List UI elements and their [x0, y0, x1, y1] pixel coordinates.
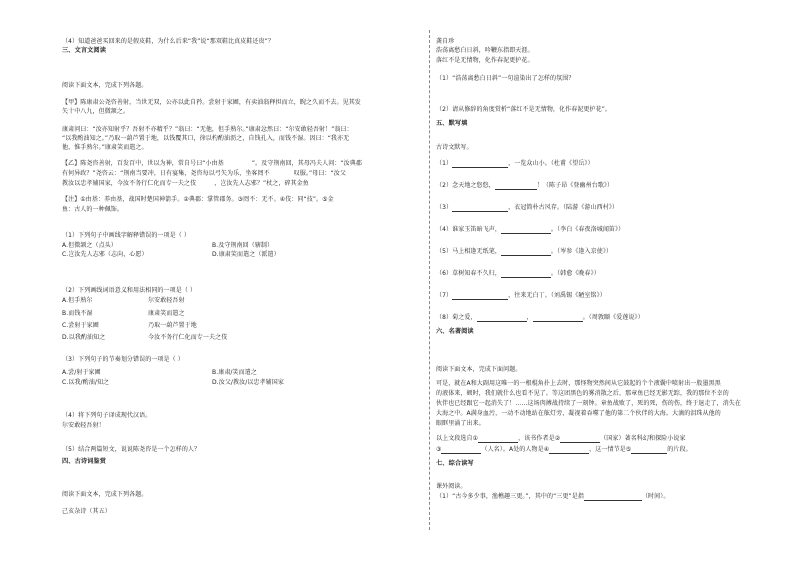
- recite-3-suffix: ，衣冠简朴古风存。（陆游《游山西村》）: [508, 204, 619, 211]
- recite-item-7: [436, 292, 606, 300]
- question-3: （3）下列句子的节奏划分错误的一项是（ ）: [62, 356, 184, 363]
- fill-blank-1[interactable]: [478, 435, 518, 443]
- text-yi-2a: 有何异政？”尧咨云：“荆南当要冲，日有宴集，尧咨每以弓矢为乐，坐客罔不: [62, 170, 270, 177]
- text-yi-3b: ，岂汝先人志邪？”杖之，碎其金鱼: [214, 180, 309, 187]
- cq1-suffix: （时间）。: [641, 493, 670, 500]
- poem-question-1: （1）“浩荡离愁白日斜”一句渲染出了怎样的氛围？: [436, 75, 575, 82]
- q1-option-a: A.但微颔之（点头）: [62, 242, 117, 249]
- q1-option-c: C.岂汝先人志邪（志向，心愿）: [62, 251, 148, 258]
- section-6-intro: 阅读下面文本，完成下面问题。: [436, 366, 522, 373]
- fill-blank-4[interactable]: [549, 446, 589, 454]
- recite-8-prefix: （8）菊之爱，: [436, 314, 477, 321]
- poem-line-2: 落红不是无情物，化作春泥更护花。: [436, 57, 534, 64]
- q3-option-b: B.康肃/笑而遣之: [212, 369, 257, 376]
- recite-1-prefix: （1）: [436, 160, 453, 167]
- recite-7-blank[interactable]: [452, 292, 508, 300]
- recite-2-blank[interactable]: [495, 182, 537, 190]
- text-yi-2b: 叹服。”母曰：“汝父: [293, 170, 346, 177]
- recite-5-prefix: （5）马上相逢无纸笔，: [436, 248, 501, 255]
- question-4: （4）将下列句子译成现代汉语。: [62, 412, 152, 419]
- recite-6-prefix: （6）草树知春不久归，: [436, 270, 501, 277]
- recite-1-blank[interactable]: [452, 160, 508, 168]
- recite-2-suffix: ！（陈子昂《登幽州台歌》）: [536, 182, 614, 189]
- section-5-intro: 古诗文默写。: [436, 144, 473, 151]
- q1-option-b: B.及守荆南回（辖制）: [212, 242, 274, 249]
- recite-item-3: [436, 204, 618, 212]
- column-divider: [429, 30, 430, 530]
- recite-8-blank-1[interactable]: [477, 314, 527, 322]
- passage-line-5: 眼眶里涌了出来。: [436, 420, 485, 427]
- recite-3-blank[interactable]: [452, 204, 508, 212]
- text-jia-line-4: “以我酌油知之。”乃取一葫芦置于地，以钱覆其口，徐以杓酌油沥之，自钱孔入，而钱不湿。因曰：“我亦无: [62, 135, 350, 142]
- section-7-heading: 七、综合读写: [436, 460, 474, 467]
- cq1-prefix: （1）“古今多少事，渔樵趣三更。”，其中的“三更”是指: [436, 493, 584, 500]
- annotation-line-1: 【注】①由基：养由基，战国时楚国神箭手。②典郡：掌管郡务。③罔不：无不。④伎：同“技”。⑤金: [62, 196, 334, 203]
- recite-item-8: [436, 314, 644, 322]
- recite-2-prefix: （2）念天地之悠悠，: [436, 182, 495, 189]
- q3-option-a: A.尝/射于家圃: [62, 369, 101, 376]
- poem-title: 己亥杂诗（其五）: [62, 508, 111, 515]
- recite-8-blank-2[interactable]: [533, 314, 583, 322]
- fill-blank-5[interactable]: [631, 446, 667, 454]
- q2-option-c: C.尝射于家圃: [62, 322, 99, 329]
- fill-blank-2[interactable]: [560, 435, 600, 443]
- recite-3-prefix: （3）: [436, 204, 453, 211]
- q2-option-d: D.以我酌油知之: [62, 334, 106, 341]
- q2-option-a: A.但手熟尔: [62, 297, 93, 304]
- text-yi-line-1: [62, 160, 362, 168]
- text-yi-1b: ”。及守荆南回，其母冯夫人问：“汝典郡: [251, 160, 362, 167]
- text-yi-3a: 教汝以忠孝辅国家，今汝不务行仁化而专一夫之伎: [62, 180, 197, 187]
- text-yi-1a: 【乙】陈尧咨善射，百发百中，世以为神，常自号曰“小由基: [62, 160, 224, 167]
- text-jia-line-3: 康肃问曰：“汝亦知射乎？吾射不亦精乎？”翁曰：“无他，但手熟尔。”康肃忿然曰：“尔安敢轻吾射！”翁曰：: [62, 126, 353, 133]
- q2-option-d-pair: 今汝不务行仁化而专一夫之伎: [148, 334, 228, 341]
- passage-line-4: 大海之中。A满身血污，一动不动地站在舷灯旁，凝视着吞噬了他的第二个伙伴的大海。大滴的泪珠从他的: [436, 410, 721, 417]
- q2-option-b-pair: 康肃笑而遣之: [148, 310, 185, 317]
- recite-7-prefix: （7）: [436, 292, 453, 299]
- q2-option-a-pair: 尔安敢轻吾射: [148, 297, 185, 304]
- section-3-heading: 三、文言文阅读: [62, 47, 107, 54]
- fill-blank-3[interactable]: [441, 446, 481, 454]
- recite-item-6: [436, 270, 600, 278]
- q2-option-b: B.而钱不湿: [62, 310, 93, 317]
- recite-7-suffix: ，往来无白丁。（刘禹锡《陋室铭》）: [508, 292, 606, 299]
- cq1-blank[interactable]: [584, 493, 642, 501]
- recite-5-blank[interactable]: [501, 248, 551, 256]
- section-4-heading: 四、古诗词鉴赏: [62, 458, 107, 465]
- poem-reading-intro: 阅读下面文本，完成下列各题。: [62, 491, 148, 498]
- novel-fill-line-2: [436, 446, 692, 454]
- recite-item-4: [436, 226, 624, 234]
- q1-option-d: D.康肃笑而遣之（派遣）: [212, 251, 280, 258]
- recite-6-suffix: 。（韩愈《晚春》）: [550, 270, 600, 277]
- recite-8-comma: ，: [526, 314, 533, 321]
- recite-4-blank[interactable]: [501, 226, 551, 234]
- fill-2-prefix: ③: [436, 446, 442, 453]
- question-2: （2）下列画线词语意义和用法相同的一项是（ ）: [62, 287, 197, 294]
- recite-6-blank[interactable]: [501, 270, 551, 278]
- q3-option-d: D.汝父/教汝/以忠孝辅国家: [212, 379, 284, 386]
- recite-8-suffix: 。（周敦颐《爱莲说》）: [582, 314, 644, 321]
- passage-line-3: 伙伴也已经跟它一起消失了！……这场肉搏战持续了一刻钟。章鱼战败了，死的死，伤的伤，终于退走了，消失在: [436, 400, 742, 407]
- section-6-heading: 六、名著阅读: [436, 328, 474, 335]
- poem-question-2: （2）请从修辞的角度赏析“落红不是无情物，化作春泥更护花”。: [436, 106, 612, 113]
- recite-item-1: [436, 160, 594, 168]
- question-1: （1）下列句子中画线字解释错误的一项是（ ）: [62, 232, 190, 239]
- novel-fill-line-1: [436, 435, 686, 443]
- text-jia-line-1: 【甲】陈康肃公尧咨善射，当世无双，公亦以此自矜。尝射于家圃，有卖油翁释担而立，睨之久而不去。见其发: [62, 99, 361, 106]
- q2-option-c-pair: 乃取一葫芦置于地: [148, 322, 197, 329]
- annotation-line-2: 鱼：古人的一种佩饰。: [62, 206, 124, 213]
- recite-5-suffix: 。（岑参《逢入京使》）: [550, 248, 613, 255]
- q3-option-c: C.以我/酌油/知之: [62, 379, 110, 386]
- section-5-heading: 五、默写填: [436, 120, 468, 127]
- text-jia-line-5: 他，惟手熟尔。”康肃笑而遣之。: [62, 144, 148, 151]
- question-5: （5）结合两篇短文，说说陈尧咨是一个怎样的人？: [62, 446, 201, 453]
- recite-1-suffix: ，一览众山小。（杜甫《望岳》）: [508, 160, 594, 167]
- poem-line-1: 浩荡离愁白日斜，吟鞭东指即天涯。: [436, 47, 534, 54]
- text-yi-line-2: [62, 170, 346, 178]
- reading-intro: 阅读下面文本，完成下列各题。: [62, 82, 148, 89]
- recite-item-5: [436, 248, 612, 256]
- poem-author: 龚自珍: [436, 38, 455, 45]
- text-jia-line-2: 矢十中八九，但微颔之。: [62, 108, 130, 115]
- recite-item-2: [436, 182, 613, 190]
- text-yi-line-3: [62, 180, 309, 188]
- q4-previous-question: （4）知道爸爸买回来的是假皮鞋，为什么后来“我”说“那双鞋比真皮鞋还贵”？: [62, 38, 274, 45]
- recite-4-prefix: （4）谁家玉笛暗飞声，: [436, 226, 501, 233]
- section-7-intro: 课外阅读。: [436, 483, 467, 490]
- passage-line-2: 的液体来，顿时，我们就什么也看不见了。等这团黑色的雾消散之后，那章鱼已经无影无踪，我的那位不幸的: [436, 390, 729, 397]
- fill-2-mid: （人名）。A处的人物是④: [481, 446, 550, 453]
- fill-1-prefix: 以上文段选自①: [436, 435, 479, 442]
- recite-4-suffix: 。（李白《春夜洛城闻笛》）: [550, 226, 625, 233]
- right-column: [432, 0, 794, 561]
- comprehensive-question-1: [436, 493, 669, 501]
- q4-sentence: 尔安敢轻吾射！: [62, 422, 105, 429]
- fill-1-suffix: （国家）著名科幻和探险小说家: [600, 435, 686, 442]
- fill-1-mid: ，该书作者是②: [518, 435, 561, 442]
- fill-2-mid-2: ，这一情节是⑤: [589, 446, 632, 453]
- passage-line-1: 可是，就在A和大副用这唯一的一根棍角扑上去时，那怪物突然间从它鼓起的个个液囊中喷射出一股墨黑黑: [436, 380, 721, 387]
- fill-2-suffix: 的片段。: [667, 446, 692, 453]
